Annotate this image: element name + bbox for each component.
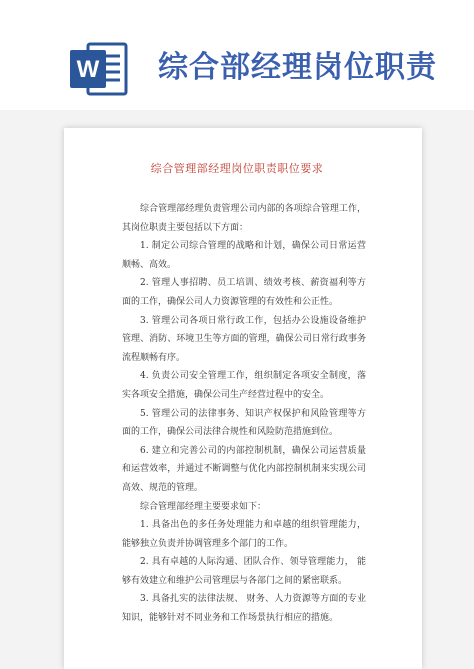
duty-item-1: 1. 制定公司综合管理的战略和计划，确保公司日常运营顺畅、高效。 <box>122 241 366 270</box>
banner-title: 综合部经理岗位职责 <box>158 50 437 85</box>
requirement-item-3: 3. 具备扎实的法律法规、 财务、人力资源等方面的专业知识，能够针对不同业务和工作场景执行相应的措施。 <box>122 594 366 624</box>
document-title: 综合管理部经理岗位职责职位要求 <box>150 162 324 175</box>
word-icon-letter: W <box>76 56 100 83</box>
duty-item-5: 5. 管理公司的法律事务、知识产权保护和风险管理等方面的工作，确保公司法律合规性和风险防范措施到位。 <box>122 408 366 438</box>
page-header <box>0 0 474 110</box>
duty-item-2: 2. 管理人事招聘、员工培训、绩效考核、薪资福利等方面的工作，确保公司人力资源管理的有效性和公正性。 <box>122 278 366 307</box>
requirement-item-2: 2. 具有卓越的人际沟通、团队合作、领导管理能力， 能够有效建立和维护公司管理层与各部门之间的紧密联系。 <box>122 557 366 586</box>
requirements-heading: 综合管理部经理主要要求如下： <box>140 501 267 512</box>
paragraph-intro: 综合管理部经理负责管理公司内部的各项综合管理工作，其岗位职责主要包括以下方面： <box>122 204 366 233</box>
duty-item-3: 3. 管理公司各项日常行政工作，包括办公设施设备维护管理、消防、环境卫生等方面的管理，确保公司日常行政事务流程顺畅有序。 <box>122 315 366 363</box>
duty-item-4: 4. 负责公司安全管理工作，组织制定各项安全制度，落实各项安全措施，确保公司生产经营过程中的安全。 <box>122 371 366 400</box>
document-body <box>122 200 366 628</box>
duty-item-6: 6. 建立和完善公司的内部控制机制，确保公司运营质量和运营效率，并通过不断调整与优化内部控制机制来实现公司高效、规范的管理。 <box>122 445 366 493</box>
word-document-icon <box>68 38 130 100</box>
requirement-item-1: 1. 具备出色的多任务处理能力和卓越的组织管理能力， 能够独立负责并协调管理多个部门的工作。 <box>122 520 366 549</box>
